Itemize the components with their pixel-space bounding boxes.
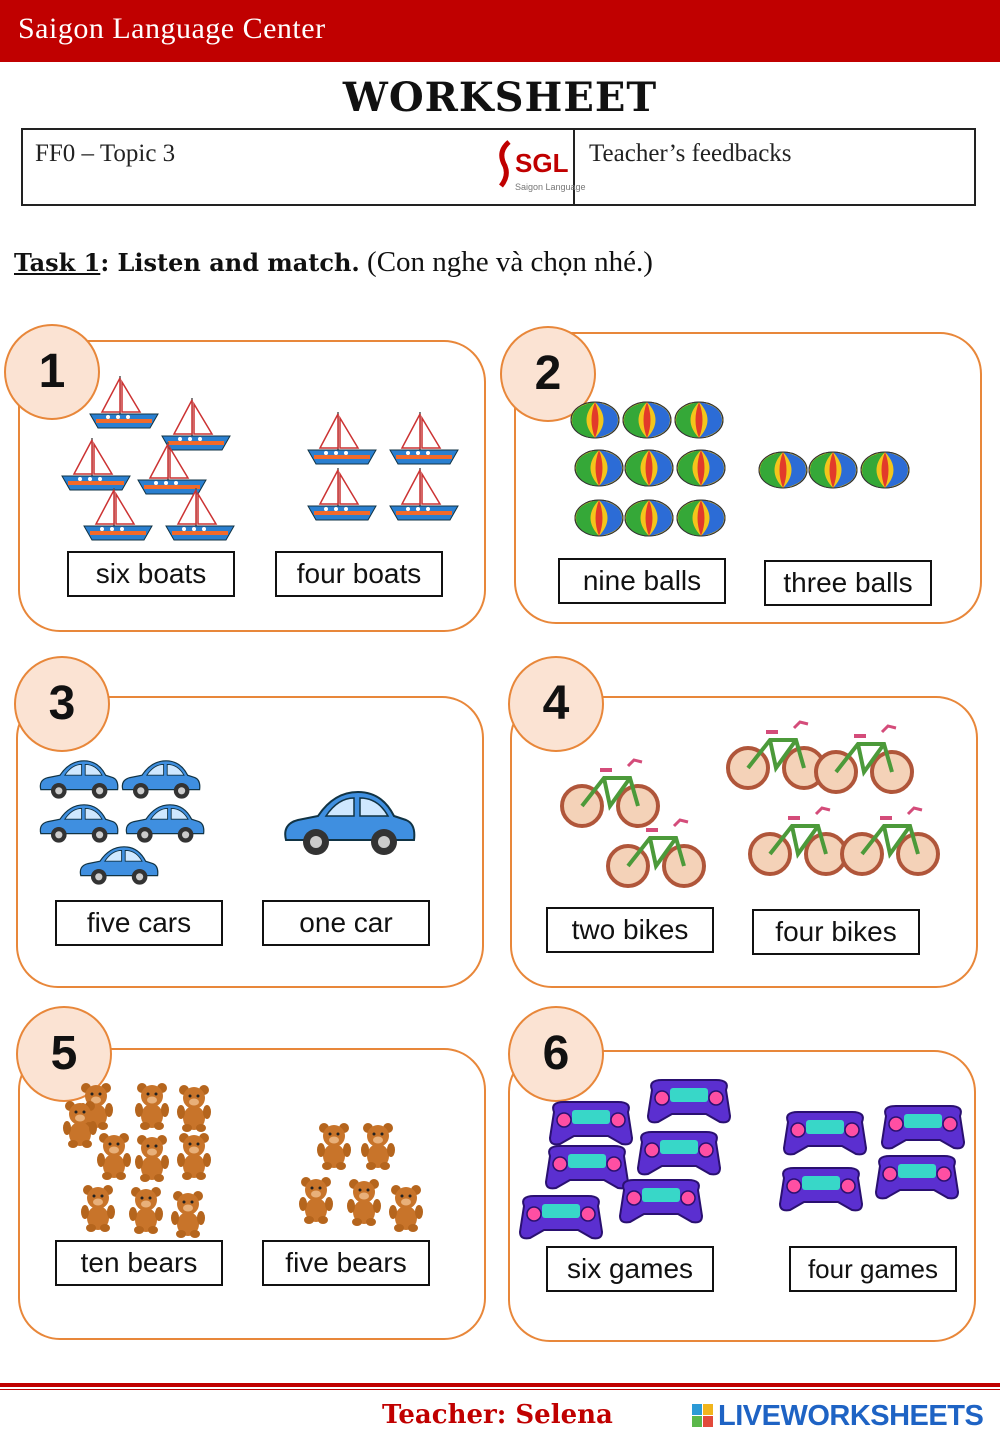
boat-icon	[56, 372, 246, 550]
worksheet-title: WORKSHEET	[342, 74, 658, 121]
two-bikes-picture	[560, 752, 710, 892]
six-boats-picture	[56, 372, 246, 550]
car-icon	[278, 784, 418, 864]
liveworksheets-brand[interactable]: LIVEWORKSHEETS	[718, 1400, 984, 1432]
five-bears-picture	[296, 1120, 426, 1230]
nine-balls-picture	[570, 400, 730, 540]
footer-divider-thin	[0, 1389, 1000, 1390]
five-cars-picture	[36, 756, 212, 892]
four-boats-picture	[302, 408, 468, 528]
teacher-name: Teacher: Selena	[382, 1400, 613, 1430]
option-five-cars[interactable]: five cars	[55, 900, 223, 946]
option-one-car[interactable]: one car	[262, 900, 430, 946]
task-heading	[14, 246, 653, 279]
task-instruction: : Listen and match.	[100, 248, 360, 277]
option-two-bikes[interactable]: two bikes	[546, 907, 714, 953]
info-table	[21, 128, 976, 206]
option-four-boats[interactable]: four boats	[275, 551, 443, 597]
card-5-number: 5	[16, 1006, 112, 1102]
option-six-games[interactable]: six games	[546, 1246, 714, 1292]
sgl-logo-icon	[495, 136, 586, 194]
teddy-bear-icon	[296, 1120, 426, 1230]
beach-ball-icon	[570, 400, 730, 540]
option-six-boats[interactable]: six boats	[67, 551, 235, 597]
task-label: Task 1	[14, 248, 101, 277]
ten-bears-picture	[60, 1080, 220, 1240]
card-3-number: 3	[14, 656, 110, 752]
gamepad-icon	[516, 1076, 736, 1246]
footer-divider	[0, 1383, 1000, 1387]
car-icon	[36, 756, 212, 892]
bike-icon	[560, 752, 710, 892]
one-car-picture	[278, 784, 418, 864]
liveworksheets-logo-icon	[692, 1404, 714, 1428]
card-1-number: 1	[4, 324, 100, 420]
four-bikes-picture	[726, 714, 946, 884]
card-2-number: 2	[500, 326, 596, 422]
logo-subtext: Saigon Language	[515, 182, 586, 192]
option-four-bikes[interactable]: four bikes	[752, 909, 920, 955]
boat-icon	[302, 408, 468, 528]
six-games-picture	[516, 1076, 736, 1246]
teddy-bear-icon	[60, 1080, 220, 1240]
logo-text: SGL	[515, 148, 569, 178]
option-four-games[interactable]: four games	[789, 1246, 957, 1292]
course-label: FF0 – Topic 3	[35, 140, 176, 167]
task-translation: (Con nghe và chọn nhé.)	[359, 246, 653, 278]
option-ten-bears[interactable]: ten bears	[55, 1240, 223, 1286]
four-games-picture	[776, 1100, 972, 1220]
beach-ball-icon	[758, 450, 914, 492]
gamepad-icon	[776, 1100, 972, 1220]
option-three-balls[interactable]: three balls	[764, 560, 932, 606]
card-6-number: 6	[508, 1006, 604, 1102]
option-five-bears[interactable]: five bears	[262, 1240, 430, 1286]
header-bar	[0, 0, 1000, 62]
card-4-number: 4	[508, 656, 604, 752]
three-balls-picture	[758, 450, 914, 492]
center-name: Saigon Language Center	[18, 12, 326, 45]
course-cell	[23, 130, 586, 204]
bike-icon	[726, 714, 946, 884]
feedback-label: Teacher’s feedbacks	[589, 140, 792, 167]
option-nine-balls[interactable]: nine balls	[558, 558, 726, 604]
